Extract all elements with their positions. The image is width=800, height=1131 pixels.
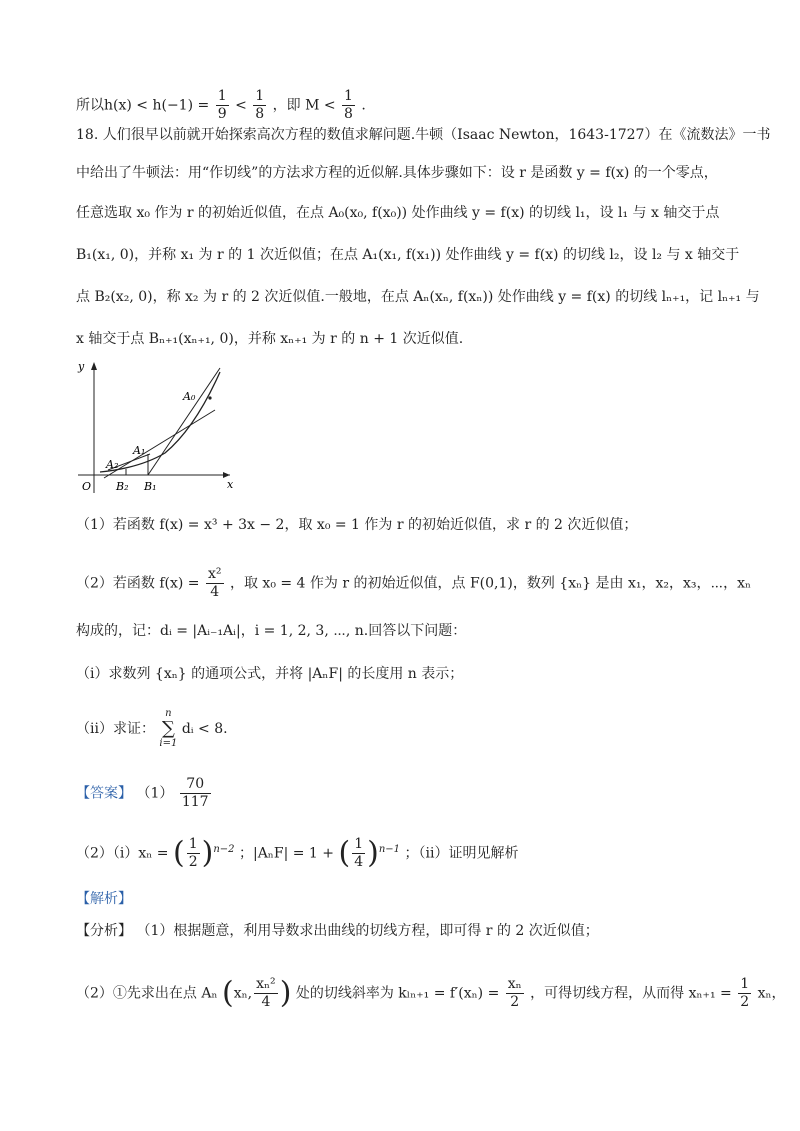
analysis-heading bbox=[76, 888, 132, 910]
paren-open-1: ( bbox=[172, 835, 185, 871]
problem-text-4: B₁(x₁, 0)，并称 x₁ 为 r 的 1 次近似值；在点 A₁(x₁, f(x₁)) 处作曲线 y = f(x) 的切线 l₂，设 l₂ 与 x 轴交于 bbox=[76, 247, 740, 263]
q2-cont-text: 构成的，记：dᵢ = |Aᵢ₋₁Aᵢ|，i = 1, 2, 3, ⋯, n.回答以下问题： bbox=[76, 623, 467, 639]
frac-num: 1 bbox=[217, 88, 227, 104]
paren-close-2: ) bbox=[367, 835, 379, 871]
analysis-text-2b: 处的切线斜率为 kₗₙ₊₁ = f′(xₙ) = bbox=[295, 985, 500, 1002]
analysis-text-2c: ，可得切线方程，从而得 xₙ₊₁ = bbox=[530, 985, 732, 1002]
frac-den: 4 bbox=[261, 994, 271, 1010]
analysis-tag: 【解析】 bbox=[76, 891, 132, 907]
frac-num: x² bbox=[208, 566, 222, 582]
frac-num: 70 bbox=[180, 776, 211, 794]
fraction-half bbox=[187, 836, 200, 871]
q2ii-text-a: （ii）求证： bbox=[76, 721, 155, 737]
problem-text-2: 中给出了牛顿法：用“作切线”的方法求方程的近似解.具体步骤如下：设 r 是函数 y = f(x) 的一个零点， bbox=[76, 165, 718, 181]
point-xn: xₙ, bbox=[233, 985, 253, 1002]
problem-line-5 bbox=[76, 286, 760, 308]
sum-lower: i=1 bbox=[159, 738, 178, 749]
frac-den: 4 bbox=[210, 584, 220, 600]
frac-num: 1 bbox=[354, 836, 364, 852]
frac-num: xₙ bbox=[507, 976, 522, 992]
b2-label: B₂ bbox=[116, 480, 129, 493]
fraction-one-ninth bbox=[216, 88, 229, 123]
problem-line-4 bbox=[76, 244, 739, 266]
analysis-subtag: 【分析】 bbox=[76, 923, 132, 939]
analysis-line-1 bbox=[76, 920, 599, 942]
paren-open-2: ( bbox=[338, 835, 351, 871]
frac-num: 1 bbox=[188, 836, 198, 852]
analysis-text-2a: （2）①先求出在点 Aₙ bbox=[76, 985, 218, 1002]
summation bbox=[159, 708, 177, 750]
frac-den: 2 bbox=[510, 994, 520, 1010]
answer2-text-b: ；|AₙF| = 1 + bbox=[238, 845, 335, 862]
tangent-line-l2 bbox=[104, 410, 215, 478]
question-1 bbox=[76, 514, 637, 536]
prev-text-3: . bbox=[361, 97, 366, 114]
frac-num: xₙ² bbox=[256, 976, 276, 992]
fraction-one-eighth bbox=[253, 88, 266, 123]
analysis-line-2 bbox=[76, 976, 786, 1011]
answer-tag: 【答案】 bbox=[76, 785, 132, 802]
paren-close-3: ) bbox=[279, 975, 292, 1011]
frac-num: 1 bbox=[740, 976, 750, 992]
question-2-ii bbox=[76, 708, 228, 750]
question-2-continued bbox=[76, 620, 466, 642]
newton-method-diagram bbox=[70, 358, 250, 493]
point-a0 bbox=[208, 396, 211, 399]
fraction-xn-over-2 bbox=[506, 976, 524, 1011]
problem-text-3: 任意选取 x₀ 作为 r 的初始近似值，在点 A₀(x₀, f(x₀)) 处作曲线 y = f(x) 的切线 l₁，设 l₁ 与 x 轴交于点 bbox=[76, 205, 720, 221]
frac-den: 2 bbox=[188, 854, 198, 870]
q2-text-a: （2）若函数 f(x) = bbox=[76, 575, 200, 592]
problem-text-5: 点 B₂(x₂, 0)，称 x₂ 为 r 的 2 次近似值.一般地，在点 Aₙ(xₙ, f(xₙ)) 处作曲线 y = f(x) 的切线 lₙ₊₁，记 lₙ₊₁ 与 bbox=[76, 289, 760, 305]
fraction-1-over-2 bbox=[738, 976, 751, 1011]
b1-label: B₁ bbox=[144, 480, 157, 493]
answer2-text-c: ；（ii）证明见解析 bbox=[404, 845, 519, 862]
problem-line-1 bbox=[76, 124, 770, 146]
frac-den: 2 bbox=[740, 994, 750, 1010]
previous-conclusion-line bbox=[76, 88, 366, 123]
analysis-text-1: （1）根据题意，利用导数求出曲线的切线方程，即可得 r 的 2 次近似值； bbox=[136, 923, 599, 939]
tangent-line-l1 bbox=[148, 368, 220, 475]
question-2-i bbox=[76, 663, 463, 685]
frac-den: 4 bbox=[354, 854, 364, 870]
y-label: y bbox=[78, 360, 85, 373]
x-label: x bbox=[227, 478, 234, 491]
a1-label: A₁ bbox=[133, 444, 146, 457]
frac-den: 9 bbox=[217, 106, 227, 122]
fraction-x2-over-4 bbox=[206, 566, 224, 601]
sum-upper: n bbox=[165, 708, 172, 719]
problem-line-2 bbox=[76, 162, 718, 184]
prev-text-1: 所以h(x) < h(−1) = bbox=[76, 97, 210, 114]
frac-den: 8 bbox=[344, 106, 353, 122]
prev-text-2: ，即 M < bbox=[272, 97, 336, 114]
origin-label: O bbox=[82, 480, 92, 493]
answer-line-2 bbox=[76, 836, 518, 871]
q2i-text: （i）求数列 {xₙ} 的通项公式，并将 |AₙF| 的长度用 n 表示； bbox=[76, 666, 464, 682]
frac-num: 1 bbox=[255, 88, 265, 104]
frac-num: 1 bbox=[344, 88, 353, 104]
a2-label: A₂ bbox=[106, 458, 119, 471]
sum-sign: ∑ bbox=[161, 718, 175, 739]
frac-den: 117 bbox=[181, 794, 209, 810]
question-1-text: （1）若函数 f(x) = x³ + 3x − 2，取 x₀ = 1 作为 r 的初始近似值，求 r 的 2 次近似值； bbox=[76, 517, 638, 533]
fraction-one-eighth-m bbox=[342, 88, 355, 123]
exponent-1: n−2 bbox=[213, 843, 235, 855]
exponent-2: n−1 bbox=[378, 843, 401, 855]
fraction-xn2-over-4 bbox=[254, 976, 278, 1011]
fraction-quarter bbox=[352, 836, 365, 871]
answer-line-1 bbox=[76, 776, 213, 811]
paren-close-1: ) bbox=[201, 835, 214, 871]
problem-number: 18. bbox=[76, 127, 99, 143]
frac-den: 8 bbox=[255, 106, 265, 122]
problem-text-1: 人们很早以前就开始探索高次方程的数值求解问题.牛顿（Isaac Newton，1643-1727）在《流数法》一书 bbox=[102, 127, 771, 143]
question-2 bbox=[76, 566, 751, 601]
problem-line-3 bbox=[76, 202, 719, 224]
fraction-70-over-117 bbox=[180, 776, 211, 811]
paren-open-3: ( bbox=[221, 975, 234, 1011]
analysis-text-2d: xₙ， bbox=[757, 985, 786, 1002]
problem-text-6: x 轴交于点 Bₙ₊₁(xₙ₊₁, 0)，并称 xₙ₊₁ 为 r 的 n + 1 次近似值. bbox=[76, 331, 464, 347]
y-axis-arrow bbox=[91, 362, 97, 370]
problem-line-6 bbox=[76, 328, 463, 350]
less-than: < bbox=[235, 97, 247, 114]
a0-label: A₀ bbox=[183, 390, 196, 403]
q2ii-text-b: dᵢ < 8. bbox=[181, 721, 228, 737]
answer-part-1: （1） bbox=[136, 785, 174, 802]
answer2-text-a: （2）（i）xₙ = bbox=[76, 845, 169, 862]
q2-text-b: ，取 x₀ = 4 作为 r 的初始近似值，点 F(0,1)，数列 {xₙ} 是由 x₁，x₂，x₃，⋯，xₙ bbox=[229, 575, 752, 592]
